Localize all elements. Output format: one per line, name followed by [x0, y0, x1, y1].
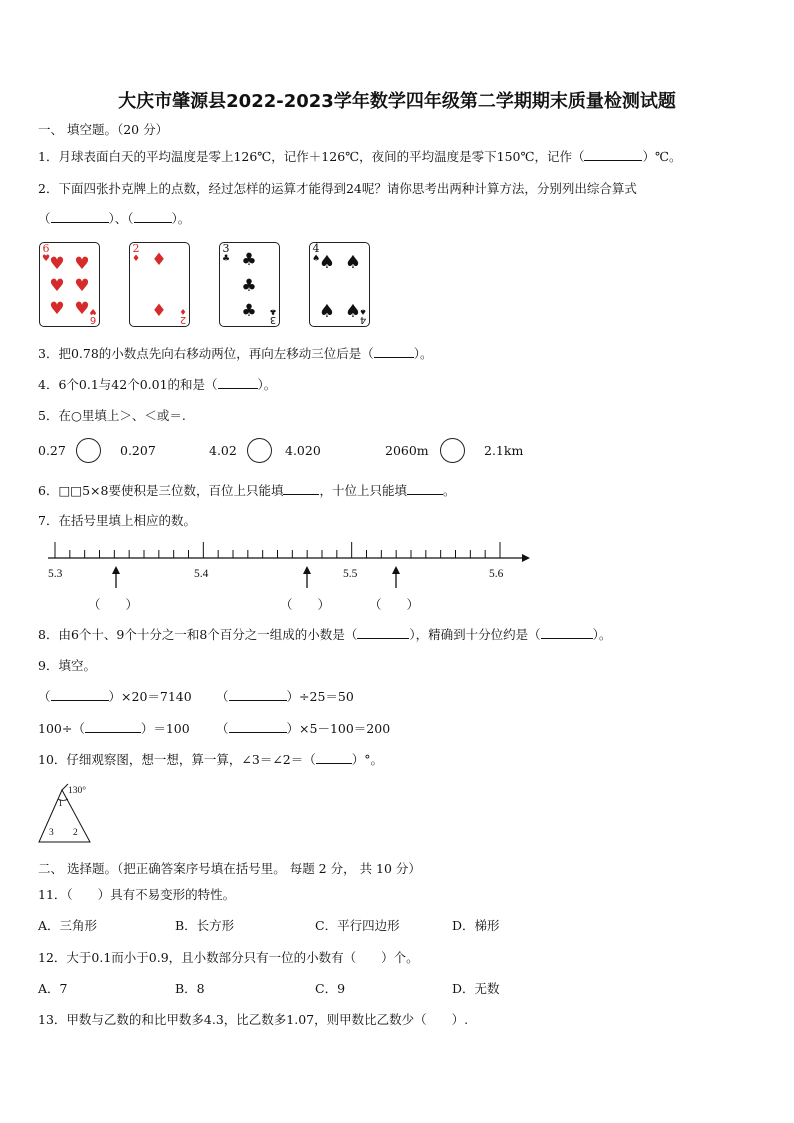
q3-text: 3．把0.78的小数点先向右移动两位，再向左移动三位后是（: [38, 346, 374, 361]
q4-blank[interactable]: [218, 376, 258, 389]
q5-left-2: 4.02: [209, 443, 237, 458]
q8-blank-1[interactable]: [357, 626, 409, 639]
compare-circle-3[interactable]: [440, 438, 465, 463]
tick-label-5-4: 5.4: [194, 568, 209, 580]
heart-pips: [40, 243, 99, 326]
q1-blank[interactable]: [584, 148, 642, 161]
svg-text:♥: ♥: [89, 307, 97, 316]
q9-eq-3b: ）＝100: [140, 721, 190, 736]
q9-blank-2[interactable]: [229, 688, 287, 701]
q5-right-2: 4.020: [285, 443, 321, 458]
q12-option-a[interactable]: A．7: [38, 981, 68, 996]
q2-paren-open: （: [38, 211, 51, 226]
svg-text:♠: ♠: [318, 301, 336, 322]
card-rank: 6: [42, 242, 50, 255]
question-4: [38, 375, 276, 393]
svg-text:♠: ♠: [359, 307, 367, 316]
q2-paren-mid: ）、（: [108, 211, 134, 226]
q11-option-c[interactable]: C．平行四边形: [315, 918, 400, 933]
q2-blank-2[interactable]: [134, 210, 172, 223]
svg-text:♦: ♦: [151, 250, 167, 270]
q2-blank-1[interactable]: [51, 210, 109, 223]
svg-text:6: 6: [89, 314, 97, 325]
q12-option-d[interactable]: D．无数: [452, 981, 500, 996]
q11-option-d[interactable]: D．梯形: [452, 918, 500, 933]
svg-text:♣: ♣: [241, 250, 257, 270]
q9-row-2a: [38, 719, 190, 737]
spade-pips: [310, 243, 369, 326]
card-spade-4: [309, 242, 370, 327]
svg-text:♥: ♥: [49, 276, 65, 296]
q7-answer-3[interactable]: （ ）: [369, 597, 420, 612]
question-3: [38, 344, 433, 362]
q9-eq-1: ）×20＝7140: [108, 689, 192, 704]
q9-blank-3[interactable]: [85, 720, 141, 733]
angle-3-label: 3: [49, 828, 54, 838]
q12-option-b[interactable]: B．8: [175, 981, 205, 996]
q5-right-1: 0.207: [120, 443, 156, 458]
compare-circle-1[interactable]: [76, 438, 101, 463]
diamond-icon: ♦: [132, 254, 141, 264]
q12-option-c[interactable]: C．9: [315, 981, 346, 996]
q10-text: 10．仔细观察图，想一想，算一算，∠3＝∠2＝（: [38, 752, 316, 767]
q9-blank-1[interactable]: [51, 688, 109, 701]
q4-text-end: ）。: [257, 377, 277, 392]
angle-130-label: 130°: [68, 786, 87, 796]
svg-text:♣: ♣: [241, 276, 257, 296]
section-1-heading: 一、 填空题。（20 分）: [38, 122, 169, 137]
card-club-3: [219, 242, 280, 327]
svg-text:♠: ♠: [318, 252, 336, 273]
svg-text:3: 3: [269, 314, 277, 325]
q4-text: 4．6个0.1与42个0.01的和是（: [38, 377, 218, 392]
q10-blank[interactable]: [316, 751, 352, 764]
spade-icon: ♠: [312, 254, 321, 264]
heart-icon: ♥: [42, 254, 51, 264]
club-pips: [220, 243, 279, 326]
q7-answer-2[interactable]: （ ）: [280, 597, 331, 612]
tick-label-5-3: 5.3: [48, 568, 63, 580]
q5-right-3: 2.1km: [484, 443, 524, 458]
question-9: 9．填空。: [38, 658, 96, 673]
diamond-pips: [130, 243, 189, 326]
compare-circle-2[interactable]: [247, 438, 272, 463]
svg-text:♥: ♥: [49, 299, 65, 319]
svg-text:♦: ♦: [179, 307, 187, 316]
svg-text:♥: ♥: [74, 299, 90, 319]
angle-1-label: 1: [58, 799, 63, 809]
q9-eq-4: ）×5－100＝200: [286, 721, 391, 736]
paren-open: （: [216, 689, 229, 704]
q9-row-1a: [38, 687, 192, 705]
svg-text:♠: ♠: [344, 252, 362, 273]
page-title: 大庆市肇源县2022-2023学年数学四年级第二学期期末质量检测试题: [118, 91, 676, 112]
q11-option-b[interactable]: B．长方形: [175, 918, 235, 933]
question-8: [38, 625, 611, 643]
svg-text:♥: ♥: [74, 254, 90, 274]
tick-label-5-6: 5.6: [489, 568, 504, 580]
q3-text-end: ）。: [413, 346, 433, 361]
q1-text-end: ）℃。: [642, 149, 682, 164]
q8-text-mid: ），精确到十分位约是（: [409, 627, 541, 642]
question-2-answers: [38, 209, 190, 227]
q2-paren-close: ）。: [171, 211, 191, 226]
svg-text:♣: ♣: [241, 301, 257, 321]
question-11: 11．（ ）具有不易变形的特性。: [38, 887, 236, 902]
q9-blank-4[interactable]: [229, 720, 287, 733]
q10-text-end: ）°。: [351, 752, 384, 767]
q6-text-end: 。: [442, 483, 456, 498]
card-heart-6: [39, 242, 100, 327]
svg-text:♥: ♥: [49, 254, 65, 274]
question-7: 7．在括号里填上相应的数。: [38, 513, 196, 528]
q1-text: 1．月球表面白天的平均温度是零上126℃，记作＋126℃，夜间的平均温度是零下150℃，记作（: [38, 149, 585, 164]
question-12: 12．大于0.1而小于0.9，且小数部分只有一位的小数有（ ）个。: [38, 950, 419, 965]
q7-answer-1[interactable]: （ ）: [88, 597, 139, 612]
svg-text:♦: ♦: [151, 301, 167, 321]
q3-blank[interactable]: [374, 345, 414, 358]
q11-option-a[interactable]: A．三角形: [38, 918, 98, 933]
q8-blank-2[interactable]: [541, 626, 593, 639]
paren-open: （: [216, 721, 229, 736]
tick-label-5-5: 5.5: [343, 568, 358, 580]
svg-text:♠: ♠: [344, 301, 362, 322]
section-2-heading: 二、 选择题。（把正确答案序号填在括号里。 每题 2 分， 共 10 分）: [38, 861, 421, 876]
card-diamond-2: [129, 242, 190, 327]
q5-left-1: 0.27: [38, 443, 66, 458]
q6-blank-2[interactable]: [407, 482, 443, 495]
question-1: [38, 147, 681, 165]
card-rank: 2: [132, 242, 140, 255]
svg-text:2: 2: [179, 314, 187, 325]
q9-row-2b: [216, 719, 390, 737]
q9-eq-3a: 100÷（: [38, 721, 85, 736]
q6-blank-1[interactable]: [283, 482, 319, 495]
question-5: 5．在○里填上＞、＜或＝.: [38, 408, 186, 423]
q5-left-3: 2060m: [385, 443, 429, 458]
q8-text: 8．由6个十、9个十分之一和8个百分之一组成的小数是（: [38, 627, 358, 642]
q9-row-1b: [216, 687, 354, 705]
q9-eq-2: ）÷25＝50: [286, 689, 354, 704]
question-10: [38, 750, 383, 768]
q6-text: 6．□□5×8要使积是三位数，百位上只能填: [38, 483, 284, 498]
q8-text-end: ）。: [592, 627, 612, 642]
card-rank: 3: [222, 242, 230, 255]
number-line: [40, 538, 540, 590]
club-icon: ♣: [222, 254, 231, 264]
question-6: [38, 481, 456, 499]
card-rank: 4: [312, 242, 320, 255]
paren-open: （: [38, 689, 51, 704]
svg-text:♥: ♥: [74, 276, 90, 296]
svg-text:♣: ♣: [269, 307, 277, 316]
angle-2-label: 2: [73, 828, 78, 838]
question-2: 2．下面四张扑克牌上的点数，经过怎样的运算才能得到24呢？请你思考出两种计算方法，分别列出综合算式: [38, 181, 637, 196]
svg-text:4: 4: [359, 314, 367, 325]
q6-text-mid: ，十位上只能填: [319, 483, 407, 498]
question-13: 13．甲数与乙数的和比甲数多4.3，比乙数多1.07，则甲数比乙数少（ ）.: [38, 1012, 469, 1027]
